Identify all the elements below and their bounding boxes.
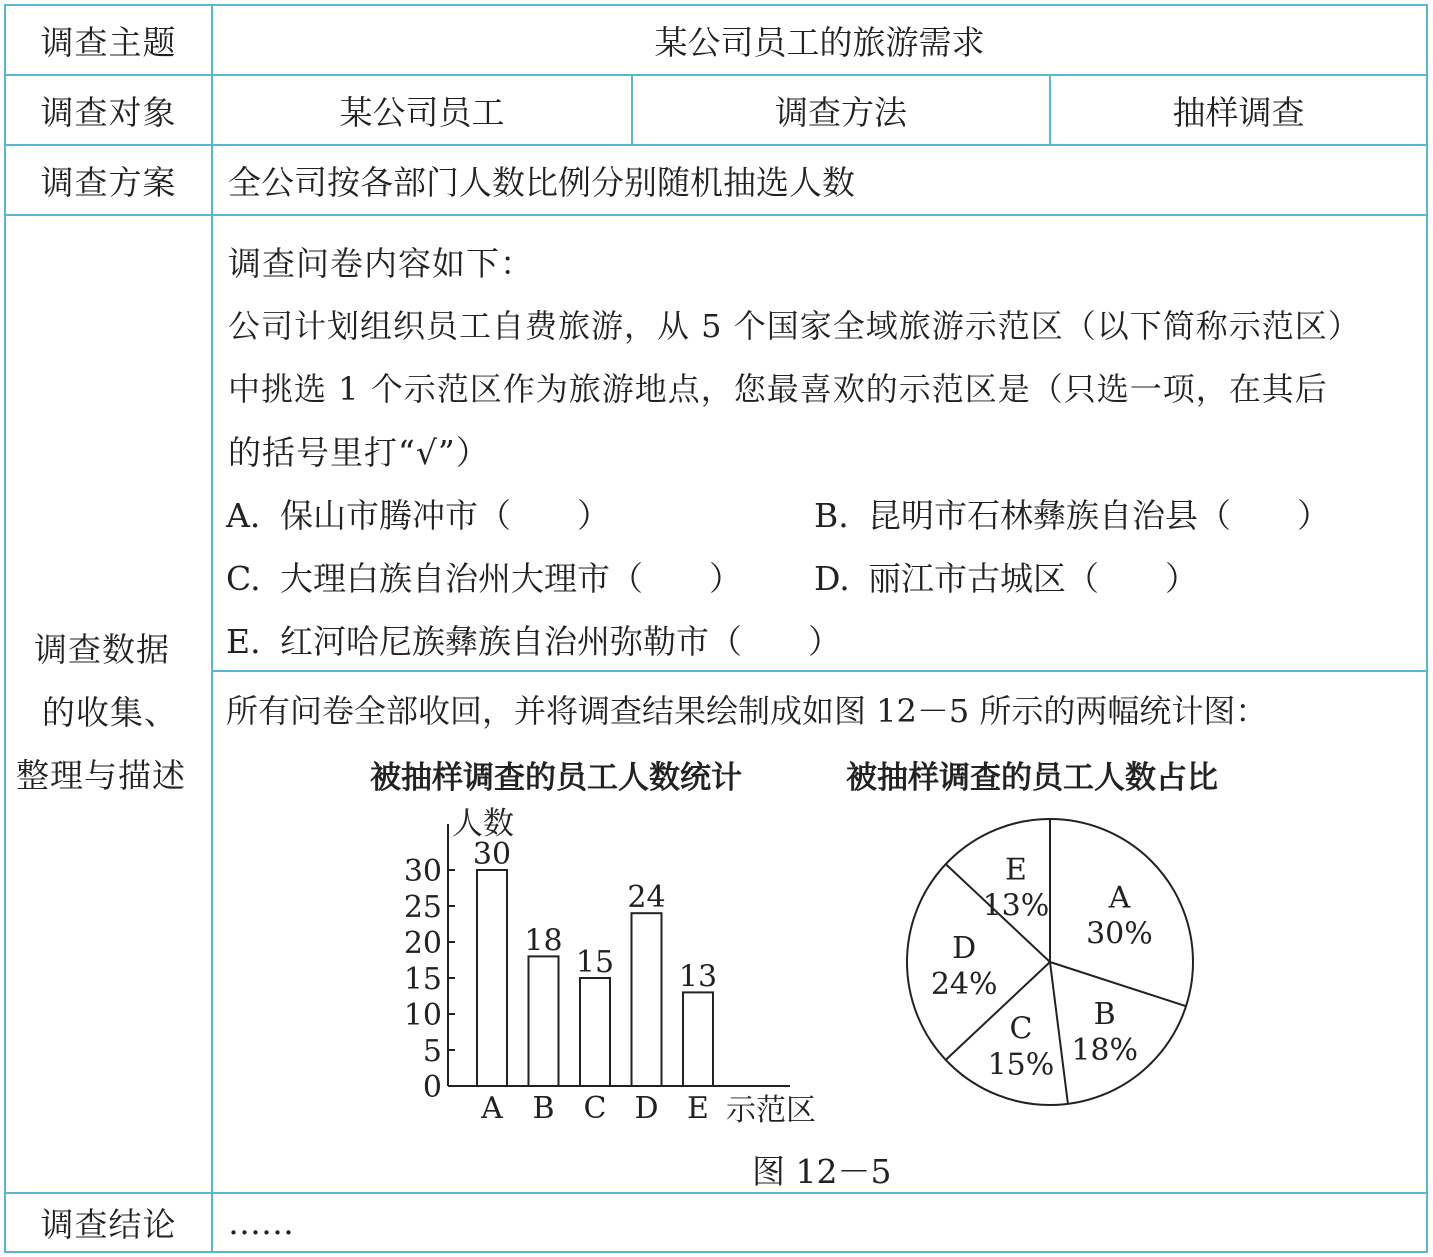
y-tick-label: 25	[403, 890, 442, 925]
questionnaire-line: 公司计划组织员工自费旅游，从 5 个国家全域旅游示范区（以下简称示范区）	[228, 307, 1361, 345]
bar-data-label: 15	[575, 945, 615, 980]
y-tick-label: 0	[422, 1070, 442, 1105]
option-key: C.	[226, 559, 261, 598]
y-tick-label: 30	[403, 854, 442, 889]
option-text: 昆明市石林彝族自治县（ ）	[868, 496, 1330, 535]
bar	[477, 870, 507, 1086]
pie-slice-value: 24%	[930, 967, 998, 1002]
option-key: B.	[814, 496, 849, 535]
questionnaire-intro: 调查问卷内容如下：	[228, 244, 534, 283]
option-e	[226, 616, 841, 663]
option-key: E.	[226, 622, 261, 661]
y-tick-label: 10	[403, 998, 442, 1033]
row-divider	[4, 214, 1428, 216]
option-c	[226, 553, 742, 600]
x-tick-label: B	[532, 1091, 555, 1124]
object-label: 调查对象	[40, 92, 177, 132]
pie-chart	[886, 804, 1206, 1124]
option-b	[814, 490, 1330, 537]
y-axis-label: 人数	[452, 806, 514, 842]
y-tick-label: 20	[403, 926, 442, 961]
pie-slice-value: 18%	[1071, 1033, 1139, 1069]
option-a	[226, 490, 610, 537]
plan-value: 全公司按各部门人数比例分别随机抽选人数	[228, 162, 855, 202]
bar-data-label: 18	[524, 923, 563, 959]
data-label-line1: 调查数据	[34, 630, 170, 669]
bar	[580, 978, 610, 1086]
table-border-right	[1426, 4, 1428, 1253]
bar-chart-title: 被抽样调查的员工人数统计	[370, 760, 742, 796]
bar-data-label: 30	[472, 837, 512, 872]
x-axis-label: 示范区	[726, 1093, 816, 1124]
conclusion-label: 调查结论	[40, 1205, 177, 1244]
method-label: 调查方法	[775, 92, 907, 132]
x-tick-label: C	[583, 1091, 607, 1124]
option-text: 保山市腾冲市（ ）	[280, 496, 610, 535]
object-value: 某公司员工	[339, 92, 505, 132]
pie-chart-title: 被抽样调查的员工人数占比	[846, 760, 1218, 796]
plan-label: 调查方案	[40, 162, 177, 202]
questionnaire-line: 中挑选 1 个示范区作为旅游地点，您最喜欢的示范区是（只选一项，在其后	[228, 370, 1328, 408]
questionnaire-line: 的括号里打“√”）	[228, 433, 490, 472]
pie-slice-label: E	[1004, 852, 1027, 888]
option-text: 丽江市古城区（ ）	[868, 559, 1198, 598]
pie-slice-value: 30%	[1086, 916, 1153, 952]
bar	[683, 992, 713, 1086]
table-border-bottom	[4, 1251, 1428, 1253]
y-tick-label: 5	[422, 1034, 442, 1069]
bar-data-label: 13	[678, 959, 718, 995]
option-key: D.	[814, 559, 850, 598]
pie-slice-label: A	[1108, 880, 1131, 916]
data-label-line2: 的收集、	[42, 693, 178, 732]
option-text: 红河哈尼族彝族自治州弥勒市（ ）	[280, 622, 841, 661]
x-tick-label: A	[481, 1091, 503, 1124]
bar-data-label: 24	[627, 880, 666, 916]
option-d	[814, 553, 1198, 600]
pie-slice-value: 15%	[987, 1047, 1055, 1083]
inner-divider	[213, 670, 1428, 672]
bar	[529, 956, 559, 1086]
pie-slice-border	[1050, 962, 1186, 1006]
option-key: A.	[226, 496, 261, 535]
pie-slice-label: C	[1009, 1011, 1033, 1047]
pie-slice-label: B	[1093, 997, 1116, 1033]
pie-slice-label: D	[952, 931, 977, 966]
pie-slice-value: 13%	[982, 888, 1050, 924]
x-tick-label: D	[634, 1091, 659, 1124]
topic-value: 某公司员工的旅游需求	[654, 22, 985, 62]
method-value: 抽样调查	[1172, 92, 1305, 132]
y-tick-label: 15	[403, 962, 442, 997]
bar-chart	[380, 794, 840, 1124]
bar	[632, 913, 662, 1086]
collect-text: 所有问卷全部收回，并将调查结果绘制成如图 12－5 所示的两幅统计图：	[226, 692, 1268, 730]
survey-table	[4, 4, 1428, 1253]
option-text: 大理白族自治州大理市（ ）	[280, 559, 742, 598]
conclusion-value: ……	[228, 1203, 294, 1242]
label-column-divider	[211, 4, 213, 1253]
topic-label: 调查主题	[40, 22, 177, 62]
figure-caption: 图 12－5	[752, 1152, 892, 1191]
x-tick-label: E	[687, 1091, 709, 1124]
data-label-line3: 整理与描述	[16, 756, 186, 795]
